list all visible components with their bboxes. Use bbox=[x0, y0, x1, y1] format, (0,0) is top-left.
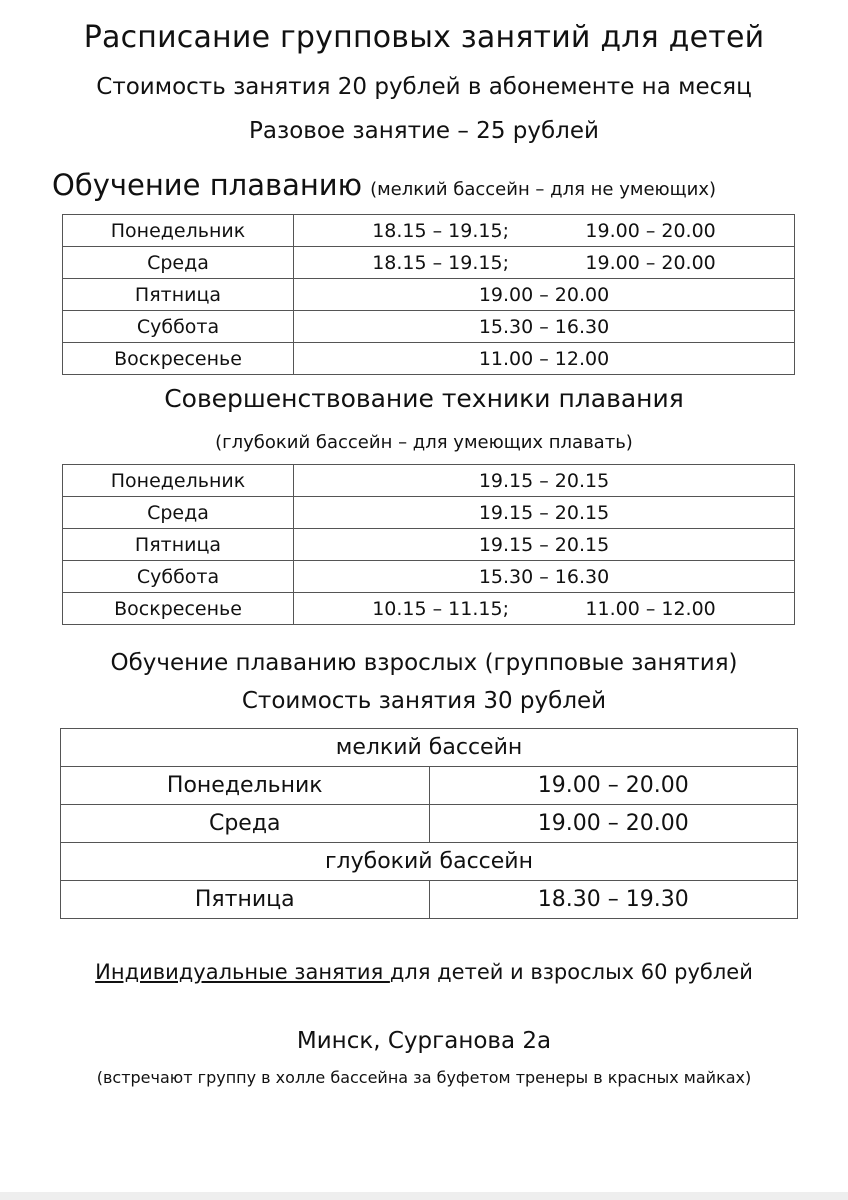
table-row bbox=[63, 247, 795, 279]
table-row bbox=[63, 497, 795, 529]
time-slot: 19.00 – 20.00 bbox=[585, 251, 716, 274]
time-cell bbox=[294, 593, 795, 625]
time-cell: 15.30 – 16.30 bbox=[294, 561, 795, 593]
table-row bbox=[63, 561, 795, 593]
day-cell: Понедельник bbox=[63, 465, 294, 497]
time-cell: 18.30 – 19.30 bbox=[429, 881, 798, 919]
time-slot: 18.15 – 19.15; bbox=[372, 219, 509, 242]
pool-header-row bbox=[61, 843, 798, 881]
table-row bbox=[63, 343, 795, 375]
time-slot: 10.15 – 11.15; bbox=[372, 597, 509, 620]
time-cell bbox=[294, 215, 795, 247]
day-cell: Среда bbox=[63, 497, 294, 529]
subscription-price: Стоимость занятия 20 рублей в абонементе на месяц bbox=[96, 74, 752, 100]
table-row bbox=[63, 279, 795, 311]
adult-lesson-price: Стоимость занятия 30 рублей bbox=[241, 688, 607, 714]
day-cell: Пятница bbox=[63, 279, 294, 311]
pool-header-row bbox=[61, 729, 798, 767]
section2-note: (глубокий бассейн – для умеющих плавать) bbox=[215, 432, 633, 453]
single-lesson-price: Разовое занятие – 25 рублей bbox=[249, 118, 599, 144]
address: Минск, Сурганова 2а bbox=[296, 1028, 552, 1054]
table-row bbox=[63, 593, 795, 625]
day-cell: Воскресенье bbox=[63, 593, 294, 625]
time-slot: 11.00 – 12.00 bbox=[585, 597, 716, 620]
section3-title: Обучение плаванию взрослых (групповые занятия) bbox=[110, 650, 738, 676]
table-row bbox=[63, 311, 795, 343]
bottom-strip bbox=[0, 1192, 848, 1200]
pool-header: глубокий бассейн bbox=[61, 843, 798, 881]
day-cell: Воскресенье bbox=[63, 343, 294, 375]
table-row bbox=[63, 529, 795, 561]
day-cell: Понедельник bbox=[61, 767, 430, 805]
time-cell: 19.00 – 20.00 bbox=[429, 767, 798, 805]
section2-title: Совершенствование техники плавания bbox=[164, 384, 684, 413]
individual-lessons bbox=[0, 960, 848, 984]
section1-heading bbox=[52, 168, 716, 202]
day-cell: Среда bbox=[63, 247, 294, 279]
page-title: Расписание групповых занятий для детей bbox=[83, 20, 765, 55]
table-row bbox=[63, 465, 795, 497]
time-cell: 19.15 – 20.15 bbox=[294, 497, 795, 529]
table-row bbox=[61, 767, 798, 805]
day-cell: Суббота bbox=[63, 311, 294, 343]
time-cell: 19.00 – 20.00 bbox=[294, 279, 795, 311]
individual-lessons-label: Индивидуальные занятия bbox=[95, 960, 390, 984]
day-cell: Понедельник bbox=[63, 215, 294, 247]
time-cell: 19.15 – 20.15 bbox=[294, 529, 795, 561]
time-cell: 15.30 – 16.30 bbox=[294, 311, 795, 343]
time-cell bbox=[294, 247, 795, 279]
table-row bbox=[61, 805, 798, 843]
time-slot: 18.15 – 19.15; bbox=[372, 251, 509, 274]
time-cell: 19.15 – 20.15 bbox=[294, 465, 795, 497]
pool-header: мелкий бассейн bbox=[61, 729, 798, 767]
table-row bbox=[61, 881, 798, 919]
day-cell: Пятница bbox=[61, 881, 430, 919]
table-row bbox=[63, 215, 795, 247]
day-cell: Пятница bbox=[63, 529, 294, 561]
section2-table bbox=[62, 464, 795, 625]
individual-lessons-price: для детей и взрослых 60 рублей bbox=[389, 960, 753, 984]
section3-table bbox=[60, 728, 798, 919]
time-cell: 11.00 – 12.00 bbox=[294, 343, 795, 375]
time-slot: 19.00 – 20.00 bbox=[585, 219, 716, 242]
day-cell: Суббота bbox=[63, 561, 294, 593]
section1-title: Обучение плаванию bbox=[52, 168, 363, 202]
day-cell: Среда bbox=[61, 805, 430, 843]
section1-note: (мелкий бассейн – для не умеющих) bbox=[370, 179, 717, 200]
section1-table bbox=[62, 214, 795, 375]
meeting-note: (встречают группу в холле бассейна за буфетом тренеры в красных майках) bbox=[96, 1068, 752, 1087]
time-cell: 19.00 – 20.00 bbox=[429, 805, 798, 843]
